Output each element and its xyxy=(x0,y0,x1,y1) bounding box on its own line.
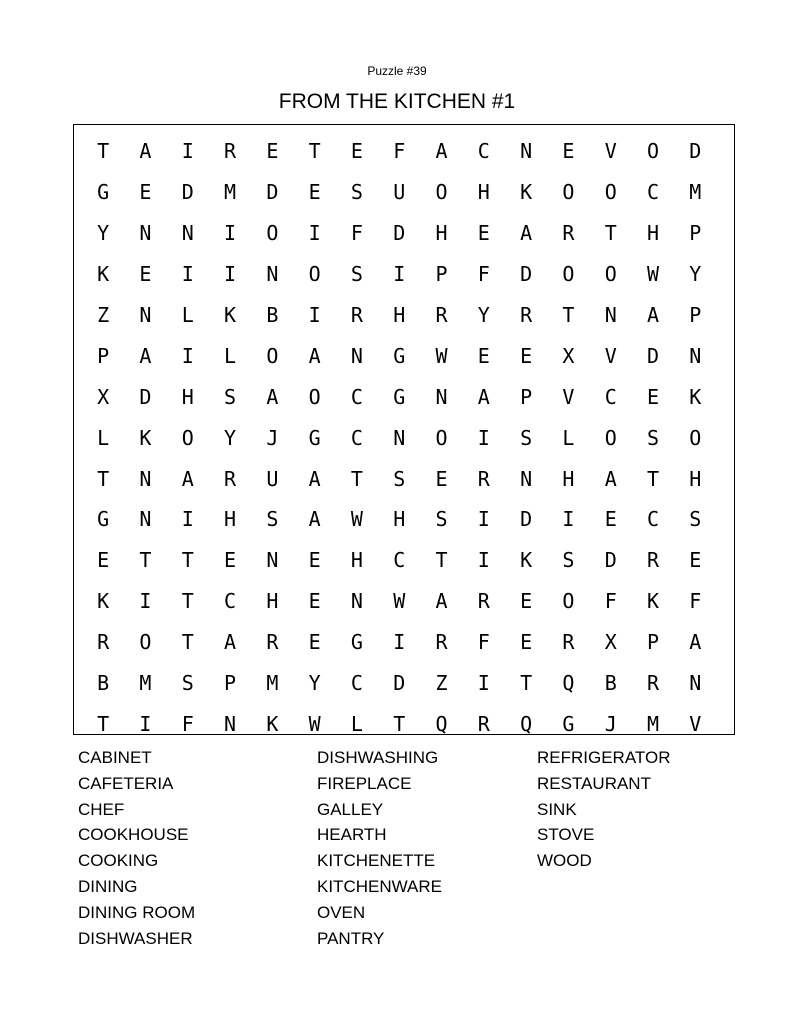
grid-cell[interactable]: C xyxy=(350,384,363,409)
grid-cell[interactable]: V xyxy=(604,139,617,164)
grid-cell[interactable]: E xyxy=(689,548,702,573)
grid-cell[interactable]: T xyxy=(181,589,194,614)
grid-cell[interactable]: R xyxy=(562,630,575,655)
grid-cell[interactable]: S xyxy=(350,262,363,287)
word-list-column-3 xyxy=(537,745,671,874)
grid-cell[interactable]: E xyxy=(646,384,660,409)
grid-cell[interactable]: T xyxy=(393,711,406,736)
grid-cell[interactable]: K xyxy=(520,548,533,573)
grid-cell[interactable]: S xyxy=(562,548,575,573)
grid-cell[interactable]: T xyxy=(97,466,110,491)
grid-cell[interactable]: A xyxy=(266,384,279,409)
grid-cell[interactable]: H xyxy=(393,507,406,532)
grid-cell[interactable]: E xyxy=(266,139,279,164)
grid-cell[interactable]: R xyxy=(646,671,660,696)
grid-cell[interactable]: A xyxy=(435,139,448,164)
grid-cell[interactable]: G xyxy=(97,180,110,205)
grid-cell[interactable]: T xyxy=(604,221,617,246)
grid-cell[interactable]: I xyxy=(477,425,490,450)
grid-cell[interactable]: A xyxy=(308,466,321,491)
grid-cell[interactable]: I xyxy=(181,139,194,164)
grid-cell[interactable]: O xyxy=(435,425,448,450)
grid-cell[interactable]: T xyxy=(520,671,533,696)
grid-cell[interactable]: O xyxy=(435,180,448,205)
grid-cell[interactable]: S xyxy=(266,507,279,532)
grid-cell[interactable]: H xyxy=(435,221,448,246)
grid-cell[interactable]: I xyxy=(393,262,406,287)
grid-cell[interactable]: I xyxy=(308,303,321,327)
grid-cell[interactable]: L xyxy=(97,425,110,450)
grid-cell[interactable]: R xyxy=(350,303,363,327)
grid-cell[interactable]: O xyxy=(308,262,321,287)
grid-cell[interactable]: D xyxy=(393,671,406,696)
grid-cell[interactable]: D xyxy=(604,548,617,573)
grid-cell[interactable]: S xyxy=(646,425,660,450)
word-list-item: KITCHENETTE xyxy=(317,851,436,871)
grid-cell[interactable]: I xyxy=(393,630,406,655)
grid-cell[interactable]: A xyxy=(139,139,152,164)
word-list-item: CAFETERIA xyxy=(78,773,174,793)
grid-cell[interactable]: Y xyxy=(689,262,702,287)
grid-cell[interactable]: D xyxy=(181,180,194,205)
word-list-item: COOKHOUSE xyxy=(78,825,189,845)
grid-cell[interactable]: A xyxy=(224,630,237,655)
grid-cell[interactable]: F xyxy=(181,711,194,736)
word-list xyxy=(0,745,794,965)
grid-cell[interactable]: I xyxy=(181,507,194,532)
word-list-item: SINK xyxy=(537,799,577,819)
grid-cell[interactable]: O xyxy=(181,425,194,450)
grid-cell[interactable]: E xyxy=(308,180,321,205)
grid-cell[interactable]: E xyxy=(139,262,152,287)
grid-cell[interactable]: G xyxy=(350,630,363,655)
grid-cell[interactable]: P xyxy=(520,384,533,409)
grid-cell[interactable]: N xyxy=(139,303,152,327)
grid-cell[interactable]: O xyxy=(562,589,575,614)
grid-cell[interactable]: G xyxy=(308,425,321,450)
grid-cell[interactable]: I xyxy=(139,711,152,736)
word-list-item: KITCHENWARE xyxy=(317,876,442,896)
grid-cell[interactable]: G xyxy=(562,711,575,736)
grid-cell[interactable]: N xyxy=(266,262,279,287)
grid-cell[interactable]: E xyxy=(139,180,152,205)
grid-cell[interactable]: J xyxy=(266,425,279,450)
grid-cell[interactable]: R xyxy=(435,630,448,655)
grid-cell[interactable]: P xyxy=(224,671,237,696)
grid-cell[interactable]: K xyxy=(266,711,279,736)
grid-cell[interactable]: R xyxy=(97,630,110,655)
grid-cell[interactable]: N xyxy=(266,548,279,573)
grid-cell[interactable]: N xyxy=(139,507,152,532)
grid-cell[interactable]: N xyxy=(604,303,617,327)
grid-cell[interactable]: H xyxy=(224,507,237,532)
grid-cell[interactable]: N xyxy=(689,343,702,368)
word-list-item: FIREPLACE xyxy=(317,773,412,793)
grid-cell[interactable]: Y xyxy=(224,425,237,450)
grid-cell[interactable]: P xyxy=(97,343,110,368)
grid-cell[interactable]: N xyxy=(350,343,363,368)
grid-cell[interactable]: T xyxy=(181,630,194,655)
grid-cell[interactable]: O xyxy=(562,180,575,205)
word-list-column-2 xyxy=(317,745,442,951)
grid-cell[interactable]: K xyxy=(520,180,533,205)
grid-cell[interactable]: W xyxy=(393,589,406,614)
grid-cell[interactable]: Q xyxy=(520,711,533,736)
grid-cell[interactable]: W xyxy=(350,507,363,532)
grid-cell[interactable]: G xyxy=(393,384,406,409)
grid-cell[interactable]: O xyxy=(604,425,617,450)
grid-cell[interactable]: O xyxy=(139,630,152,655)
word-list-column-1 xyxy=(78,745,195,951)
grid-cell[interactable]: F xyxy=(477,630,490,655)
grid-cell[interactable]: V xyxy=(689,711,702,736)
grid-cell[interactable]: M xyxy=(646,711,660,736)
grid-cell[interactable]: E xyxy=(308,589,321,614)
grid-cell[interactable]: X xyxy=(97,384,110,409)
grid-cell[interactable]: Z xyxy=(435,671,448,696)
grid-cell[interactable]: C xyxy=(393,548,406,573)
letter-grid-box xyxy=(73,124,735,735)
grid-cell[interactable]: L xyxy=(562,425,575,450)
grid-cell[interactable]: D xyxy=(520,507,533,532)
grid-cell[interactable]: E xyxy=(308,548,321,573)
grid-cell[interactable]: L xyxy=(181,303,194,327)
grid-cell[interactable]: U xyxy=(393,180,406,205)
grid-cell[interactable]: T xyxy=(139,548,152,573)
word-list-item: DINING xyxy=(78,876,138,896)
grid-cell[interactable]: O xyxy=(266,221,279,246)
grid-cell[interactable]: E xyxy=(604,507,617,532)
grid-cell[interactable]: I xyxy=(308,221,321,246)
grid-cell[interactable]: W xyxy=(308,711,321,736)
grid-cell[interactable]: R xyxy=(435,303,448,327)
grid-cell[interactable]: N xyxy=(139,466,152,491)
grid-cell[interactable]: N xyxy=(520,139,533,164)
grid-cell[interactable]: R xyxy=(562,221,575,246)
grid-cell[interactable]: T xyxy=(562,303,575,327)
grid-cell[interactable]: F xyxy=(604,589,617,614)
grid-cell[interactable]: U xyxy=(266,466,279,491)
grid-cell[interactable]: A xyxy=(181,466,194,491)
grid-cell[interactable]: E xyxy=(350,139,363,164)
word-list-item: CHEF xyxy=(78,799,125,819)
grid-cell[interactable]: X xyxy=(562,343,575,368)
grid-cell[interactable]: Y xyxy=(477,303,490,327)
grid-cell[interactable]: A xyxy=(520,221,533,246)
puzzle-number: Puzzle #39 xyxy=(367,64,427,78)
grid-cell[interactable]: O xyxy=(646,139,660,164)
grid-cell[interactable]: S xyxy=(520,425,533,450)
grid-cell[interactable]: R xyxy=(224,466,237,491)
grid-cell[interactable]: V xyxy=(562,384,575,409)
grid-cell[interactable]: J xyxy=(604,711,617,736)
grid-cell[interactable]: K xyxy=(139,425,152,450)
grid-cell[interactable]: D xyxy=(393,221,406,246)
grid-cell[interactable]: E xyxy=(520,630,533,655)
word-list-item: REFRIGERATOR xyxy=(537,748,671,767)
grid-cell[interactable]: H xyxy=(562,466,575,491)
grid-cell[interactable]: T xyxy=(97,711,110,736)
grid-cell[interactable]: K xyxy=(224,303,237,327)
grid-cell[interactable]: X xyxy=(604,630,617,655)
grid-cell[interactable]: O xyxy=(562,262,575,287)
grid-cell[interactable]: H xyxy=(266,589,279,614)
grid-cell[interactable]: S xyxy=(224,384,237,409)
grid-cell[interactable]: E xyxy=(477,343,490,368)
grid-cell[interactable]: I xyxy=(181,343,194,368)
grid-cell[interactable]: F xyxy=(393,139,406,164)
grid-cell[interactable]: M xyxy=(139,671,152,696)
grid-cell[interactable]: L xyxy=(224,343,237,368)
grid-cell[interactable]: E xyxy=(520,589,533,614)
grid-cell[interactable]: R xyxy=(477,711,490,736)
grid-cell[interactable]: N xyxy=(224,711,237,736)
letter-grid xyxy=(82,131,716,744)
grid-cell[interactable]: Y xyxy=(308,671,321,696)
grid-cell[interactable]: S xyxy=(435,507,448,532)
grid-cell[interactable]: N xyxy=(181,221,194,246)
grid-cell[interactable]: I xyxy=(477,671,490,696)
grid-cell[interactable]: H xyxy=(477,180,490,205)
grid-cell[interactable]: B xyxy=(266,303,279,327)
word-list-item: CABINET xyxy=(78,748,152,767)
grid-cell[interactable]: O xyxy=(604,180,617,205)
grid-cell[interactable]: I xyxy=(562,507,575,532)
grid-cell[interactable]: F xyxy=(689,589,702,614)
grid-cell[interactable]: D xyxy=(520,262,533,287)
word-list-item: OVEN xyxy=(317,902,366,922)
grid-cell[interactable]: S xyxy=(350,180,363,205)
grid-cell[interactable]: V xyxy=(604,343,617,368)
grid-cell[interactable]: A xyxy=(308,343,321,368)
grid-cell[interactable]: I xyxy=(224,262,237,287)
grid-cell[interactable]: M xyxy=(689,180,702,205)
grid-cell[interactable]: Y xyxy=(97,221,110,246)
grid-cell[interactable]: N xyxy=(520,466,533,491)
grid-cell[interactable]: T xyxy=(181,548,194,573)
grid-cell[interactable]: K xyxy=(689,384,702,409)
grid-cell[interactable]: P xyxy=(689,221,702,246)
puzzle-title: FROM THE KITCHEN #1 xyxy=(278,90,516,113)
grid-cell[interactable]: F xyxy=(350,221,363,246)
grid-cell[interactable]: H xyxy=(393,303,406,327)
word-list-item: PANTRY xyxy=(317,928,385,948)
grid-cell[interactable]: N xyxy=(435,384,448,409)
grid-cell[interactable]: C xyxy=(224,589,237,614)
grid-cell[interactable]: S xyxy=(181,671,194,696)
grid-cell[interactable]: S xyxy=(393,466,406,491)
grid-cell[interactable]: A xyxy=(477,384,490,409)
word-list-item: COOKING xyxy=(78,851,159,871)
grid-cell[interactable]: E xyxy=(562,139,575,164)
grid-cell[interactable]: A xyxy=(139,343,152,368)
grid-cell[interactable]: P xyxy=(646,630,660,655)
grid-cell[interactable]: R xyxy=(646,548,660,573)
grid-cell[interactable]: R xyxy=(224,139,237,164)
grid-cell[interactable]: I xyxy=(139,589,152,614)
grid-cell[interactable]: N xyxy=(393,425,406,450)
grid-cell[interactable]: O xyxy=(308,384,321,409)
grid-cell[interactable]: K xyxy=(646,589,660,614)
grid-cell[interactable]: O xyxy=(266,343,279,368)
grid-cell[interactable]: M xyxy=(224,180,237,205)
grid-cell[interactable]: P xyxy=(689,303,702,327)
word-list-item: HEARTH xyxy=(317,825,387,845)
grid-cell[interactable]: E xyxy=(308,630,321,655)
word-list-item: WOOD xyxy=(537,851,592,871)
grid-cell[interactable]: R xyxy=(477,589,490,614)
grid-cell[interactable]: C xyxy=(646,507,660,532)
grid-cell[interactable]: A xyxy=(435,589,448,614)
grid-cell[interactable]: C xyxy=(477,139,490,164)
grid-cell[interactable]: Z xyxy=(97,303,110,327)
grid-cell[interactable]: E xyxy=(435,466,448,491)
grid-cell[interactable]: R xyxy=(520,303,533,327)
grid-cell[interactable]: D xyxy=(689,139,702,164)
grid-cell[interactable]: C xyxy=(604,384,617,409)
grid-cell[interactable]: T xyxy=(435,548,448,573)
grid-cell[interactable]: N xyxy=(350,589,363,614)
grid-cell[interactable]: K xyxy=(97,589,110,614)
grid-cell[interactable]: T xyxy=(646,466,660,491)
grid-cell[interactable]: B xyxy=(604,671,617,696)
grid-cell[interactable]: R xyxy=(266,630,279,655)
grid-cell[interactable]: S xyxy=(689,507,702,532)
grid-cell[interactable]: A xyxy=(689,630,702,655)
grid-cell[interactable]: E xyxy=(97,548,110,573)
word-list-item: DISHWASHER xyxy=(78,928,193,948)
grid-cell[interactable]: G xyxy=(97,507,110,532)
grid-cell[interactable]: C xyxy=(350,671,363,696)
grid-cell[interactable]: I xyxy=(477,507,490,532)
grid-cell[interactable]: L xyxy=(350,711,363,736)
grid-cell[interactable]: T xyxy=(97,139,110,164)
grid-cell[interactable]: E xyxy=(477,221,490,246)
grid-cell[interactable]: A xyxy=(308,507,321,532)
grid-cell[interactable]: T xyxy=(308,139,321,164)
grid-cell[interactable]: A xyxy=(646,303,660,327)
grid-cell[interactable]: I xyxy=(224,221,237,246)
grid-cell[interactable]: G xyxy=(393,343,406,368)
grid-cell[interactable]: C xyxy=(646,180,660,205)
grid-cell[interactable]: P xyxy=(435,262,448,287)
grid-cell[interactable]: W xyxy=(646,262,660,287)
grid-cell[interactable]: E xyxy=(224,548,237,573)
grid-cell[interactable]: O xyxy=(689,425,702,450)
grid-cell[interactable]: O xyxy=(604,262,617,287)
grid-cell[interactable]: H xyxy=(350,548,363,573)
grid-cell[interactable]: I xyxy=(477,548,490,573)
grid-cell[interactable]: I xyxy=(181,262,194,287)
grid-cell[interactable]: N xyxy=(139,221,152,246)
word-list-item: RESTAURANT xyxy=(537,773,651,793)
grid-cell[interactable]: D xyxy=(266,180,279,205)
grid-cell[interactable]: R xyxy=(477,466,490,491)
grid-cell[interactable]: M xyxy=(266,671,279,696)
grid-cell[interactable]: Q xyxy=(562,671,575,696)
grid-cell[interactable]: H xyxy=(689,466,702,491)
grid-cell[interactable]: Q xyxy=(435,711,448,736)
grid-cell[interactable]: B xyxy=(97,671,110,696)
grid-cell[interactable]: F xyxy=(477,262,490,287)
grid-cell[interactable]: H xyxy=(181,384,194,409)
grid-cell[interactable]: W xyxy=(435,343,448,368)
grid-cell[interactable]: H xyxy=(646,221,660,246)
word-list-item: DINING ROOM xyxy=(78,902,196,922)
word-list-item: DISHWASHING xyxy=(317,748,439,767)
grid-cell[interactable]: K xyxy=(97,262,110,287)
grid-cell[interactable]: A xyxy=(604,466,617,491)
grid-cell[interactable]: D xyxy=(646,343,660,368)
grid-cell[interactable]: T xyxy=(350,466,363,491)
grid-cell[interactable]: E xyxy=(520,343,533,368)
word-list-item: STOVE xyxy=(537,825,595,845)
grid-cell[interactable]: C xyxy=(350,425,363,450)
grid-cell[interactable]: D xyxy=(139,384,152,409)
word-list-item: GALLEY xyxy=(317,799,384,819)
grid-cell[interactable]: N xyxy=(689,671,702,696)
